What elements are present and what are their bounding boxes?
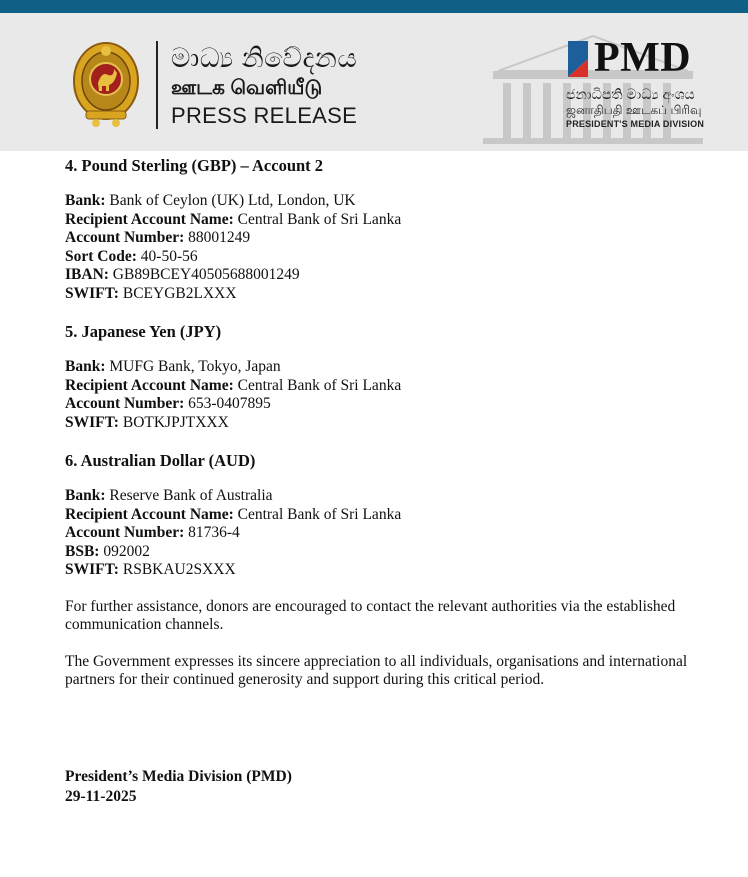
field-value: GB89BCEY40505688001249 xyxy=(112,266,300,283)
field-label: Account Number: xyxy=(65,229,185,246)
section-title: 5. Japanese Yen (JPY) xyxy=(65,322,222,341)
field-recipient xyxy=(65,506,715,525)
field-label: Recipient Account Name: xyxy=(65,376,234,394)
field-account-number xyxy=(65,395,715,414)
footer-date: 29-11-2025 xyxy=(65,787,137,805)
appreciation-paragraph: The Government expresses its sincere appreciation to all individuals, organisations and international partners for their continued generosity and support during this critical period. xyxy=(65,652,688,688)
pmd-logo-icon xyxy=(568,41,588,77)
sri-lanka-emblem-icon xyxy=(72,39,140,129)
account-details xyxy=(65,487,715,580)
field-label: Bank: xyxy=(65,487,106,504)
account-details xyxy=(65,358,715,432)
field-value: BOTKJPJTXXX xyxy=(122,413,229,431)
field-value: RSBKAU2SXXX xyxy=(122,561,236,578)
field-label: IBAN: xyxy=(65,266,109,283)
signature-block xyxy=(65,767,715,807)
field-label: Account Number: xyxy=(65,395,185,412)
field-label: BSB: xyxy=(65,542,100,560)
field-value: Bank of Ceylon (UK) Ltd, London, UK xyxy=(109,192,356,209)
field-account-number xyxy=(65,229,715,248)
pmd-sinhala-name: ජනාධිපති මාධ්‍ය අංශය xyxy=(566,86,695,102)
field-label: Bank: xyxy=(65,192,106,209)
field-bsb xyxy=(65,543,715,562)
field-label: Recipient Account Name: xyxy=(65,210,234,228)
account-details xyxy=(65,192,715,303)
field-account-number xyxy=(65,524,715,543)
pmd-tamil-name: ஜனாதிபதி ஊடகப் பிரிவு xyxy=(566,103,702,117)
field-value: 40-50-56 xyxy=(140,247,198,265)
press-release-header xyxy=(0,13,748,151)
section-title: 4. Pound Sterling (GBP) – Account 2 xyxy=(65,156,324,175)
field-label: Bank: xyxy=(65,358,106,375)
field-swift xyxy=(65,414,715,433)
field-value: 81736-4 xyxy=(188,524,240,541)
sinhala-press-title: මාධ්‍ය නිවේදනය xyxy=(171,43,358,73)
top-accent-bar xyxy=(0,0,748,13)
pmd-english-name: PRESIDENT'S MEDIA DIVISION xyxy=(566,119,705,129)
field-value: 092002 xyxy=(103,542,150,560)
footer-organisation: President’s Media Division (PMD) xyxy=(65,767,292,785)
section-title: 6. Australian Dollar (AUD) xyxy=(65,451,256,470)
header-divider xyxy=(156,41,158,129)
field-label: SWIFT: xyxy=(65,413,119,431)
field-value: BCEYGB2LXXX xyxy=(122,284,237,302)
field-swift xyxy=(65,285,715,304)
field-label: Recipient Account Name: xyxy=(65,505,234,523)
field-value: 653-0407895 xyxy=(188,395,271,412)
field-swift xyxy=(65,561,715,580)
account-section-jpy xyxy=(65,320,715,432)
field-value: Central Bank of Sri Lanka xyxy=(237,210,402,228)
field-value: Central Bank of Sri Lanka xyxy=(237,505,402,523)
tamil-press-title: ஊடக வெளியீடு xyxy=(171,77,323,99)
field-bank xyxy=(65,487,715,506)
field-bank xyxy=(65,192,715,211)
press-release-body xyxy=(65,151,715,807)
account-section-aud xyxy=(65,449,715,580)
field-label: SWIFT: xyxy=(65,561,119,578)
field-recipient xyxy=(65,377,715,396)
field-sort-code xyxy=(65,248,715,267)
field-recipient xyxy=(65,211,715,230)
field-value: MUFG Bank, Tokyo, Japan xyxy=(109,358,281,375)
field-bank xyxy=(65,358,715,377)
assistance-paragraph: For further assistance, donors are encouraged to contact the relevant authorities via the established communication channels. xyxy=(65,597,676,633)
field-label: SWIFT: xyxy=(65,284,119,302)
pmd-logo-text: PMD xyxy=(594,35,692,81)
english-press-title: PRESS RELEASE xyxy=(171,103,358,128)
field-value: Central Bank of Sri Lanka xyxy=(237,376,402,394)
field-value: 88001249 xyxy=(188,229,251,246)
field-label: Account Number: xyxy=(65,524,185,541)
account-section-gbp xyxy=(65,154,715,303)
field-value: Reserve Bank of Australia xyxy=(109,487,273,504)
field-label: Sort Code: xyxy=(65,247,137,265)
field-iban xyxy=(65,266,715,285)
